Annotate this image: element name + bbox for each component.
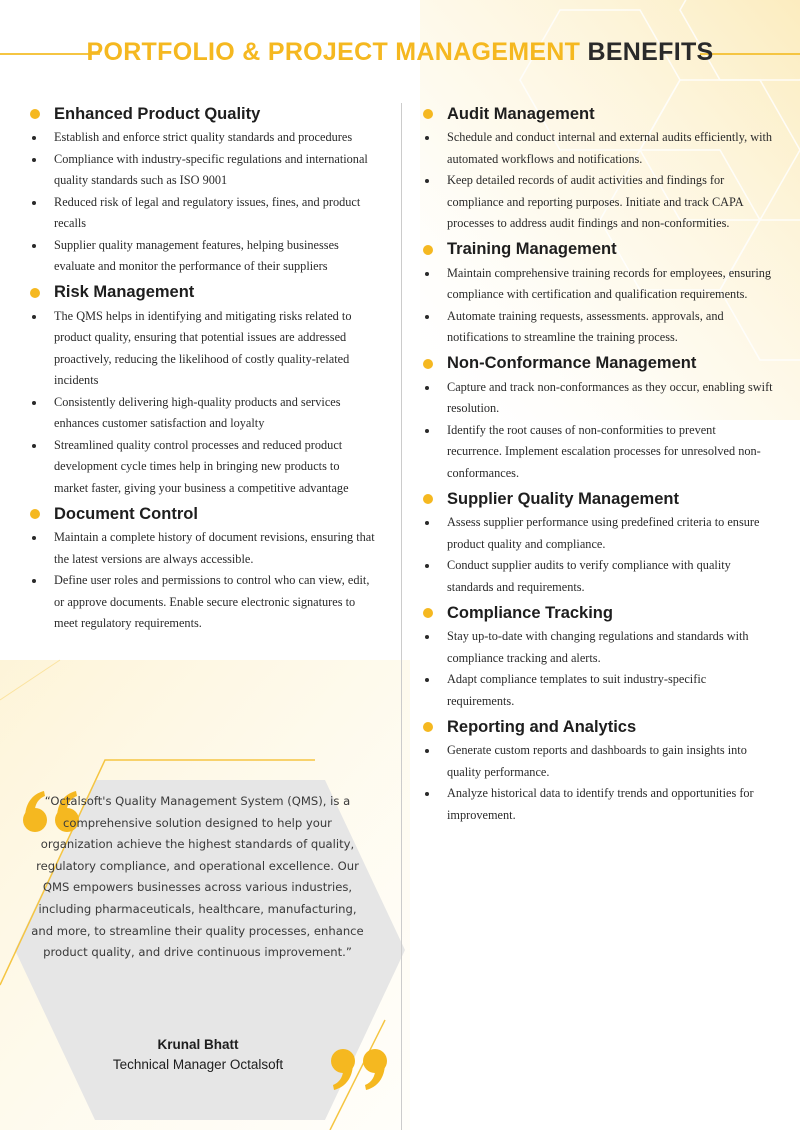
bullet-list xyxy=(30,306,376,500)
list-item: Automate training requests, assessments. approvals, and notifications to streamline the training process. xyxy=(423,306,773,349)
section-document-control xyxy=(30,501,376,635)
list-item: Maintain a complete history of document revisions, ensuring that the latest versions are always accessible. xyxy=(30,527,376,570)
list-item: Define user roles and permissions to control who can view, edit, or approve documents. Enable secure electronic signatures to meet regulatory requirements. xyxy=(30,570,376,635)
bullet-list xyxy=(423,127,773,235)
list-item: Compliance with industry-specific regulations and international quality standards such as ISO 9001 xyxy=(30,149,376,192)
bullet-list xyxy=(423,263,773,349)
left-column xyxy=(30,101,376,637)
section-title: Compliance Tracking xyxy=(447,603,613,622)
section-enhanced-product-quality xyxy=(30,101,376,278)
list-item: Streamlined quality control processes and reduced product development cycle times help in bringing new products to market faster, giving your business a competitive advantage xyxy=(30,435,376,500)
list-item: Reduced risk of legal and regulatory issues, fines, and product recalls xyxy=(30,192,376,235)
section-compliance-tracking xyxy=(423,600,773,712)
section-audit-management xyxy=(423,101,773,235)
list-item: Keep detailed records of audit activities and findings for compliance and reporting purposes. Initiate and track CAPA processes to address audit findings and non-conformities. xyxy=(423,170,773,235)
bullet-dot-icon xyxy=(423,359,433,369)
bullet-dot-icon xyxy=(423,608,433,618)
section-training-management xyxy=(423,237,773,349)
section-heading xyxy=(423,101,773,127)
section-title: Supplier Quality Management xyxy=(447,489,679,508)
bullet-list xyxy=(30,527,376,635)
section-heading xyxy=(423,237,773,263)
list-item: Establish and enforce strict quality standards and procedures xyxy=(30,127,376,149)
page-title xyxy=(0,38,800,67)
list-item: The QMS helps in identifying and mitigating risks related to product quality, ensuring that potential issues are addressed proactively, reducing the likelihood of costly quality-related incidents xyxy=(30,306,376,392)
list-item: Consistently delivering high-quality products and services enhances customer satisfaction and loyalty xyxy=(30,392,376,435)
list-item: Analyze historical data to identify trends and opportunities for improvement. xyxy=(423,783,773,826)
section-risk-management xyxy=(30,280,376,500)
section-title: Training Management xyxy=(447,240,617,258)
section-non-conformance-management xyxy=(423,351,773,485)
title-accent: PORTFOLIO & PROJECT MANAGEMENT xyxy=(86,38,581,66)
list-item: Schedule and conduct internal and external audits efficiently, with automated workflows and notifications. xyxy=(423,127,773,170)
list-item: Conduct supplier audits to verify compliance with quality standards and requirements. xyxy=(423,555,773,598)
section-title: Risk Management xyxy=(54,283,195,301)
list-item: Adapt compliance templates to suit industry-specific requirements. xyxy=(423,669,773,712)
section-title: Non-Conformance Management xyxy=(447,354,697,372)
list-item: Supplier quality management features, helping businesses evaluate and monitor the performance of their suppliers xyxy=(30,235,376,278)
bullet-list xyxy=(423,626,773,712)
section-title: Document Control xyxy=(54,504,198,523)
list-item: Maintain comprehensive training records for employees, ensuring compliance with certification and qualification requirements. xyxy=(423,263,773,306)
list-item: Identify the root causes of non-conformities to prevent recurrence. Implement escalation processes for unresolved non-conformances. xyxy=(423,420,773,485)
section-heading xyxy=(423,600,773,626)
bullet-dot-icon xyxy=(423,494,433,504)
section-reporting-and-analytics xyxy=(423,714,773,826)
title-plain: BENEFITS xyxy=(587,38,714,66)
column-divider xyxy=(401,103,402,1130)
list-item: Assess supplier performance using predefined criteria to ensure product quality and compliance. xyxy=(423,512,773,555)
section-heading xyxy=(30,501,376,527)
bullet-list xyxy=(423,740,773,826)
section-heading xyxy=(423,486,773,512)
bullet-dot-icon xyxy=(30,509,40,519)
section-heading xyxy=(30,101,376,127)
bullet-dot-icon xyxy=(30,288,40,298)
testimonial-author: Krunal Bhatt xyxy=(157,1037,239,1052)
bullet-dot-icon xyxy=(30,109,40,119)
section-title: Audit Management xyxy=(447,104,595,123)
bullet-dot-icon xyxy=(423,109,433,119)
list-item: Capture and track non-conformances as they occur, enabling swift resolution. xyxy=(423,377,773,420)
right-column xyxy=(423,101,773,828)
bullet-dot-icon xyxy=(423,722,433,732)
section-heading xyxy=(423,714,773,740)
close-quote-icon xyxy=(328,1045,388,1091)
bullet-list xyxy=(423,512,773,598)
section-title: Reporting and Analytics xyxy=(447,717,637,736)
section-title: Enhanced Product Quality xyxy=(54,104,261,123)
bullet-dot-icon xyxy=(423,245,433,255)
section-supplier-quality-management xyxy=(423,486,773,598)
testimonial-role: Technical Manager Octalsoft xyxy=(112,1057,284,1072)
list-item: Generate custom reports and dashboards to gain insights into quality performance. xyxy=(423,740,773,783)
section-heading xyxy=(423,351,773,377)
list-item: Stay up-to-date with changing regulations and standards with compliance tracking and alerts. xyxy=(423,626,773,669)
testimonial-author-block xyxy=(80,1035,316,1075)
bullet-list xyxy=(30,127,376,278)
bullet-list xyxy=(423,377,773,485)
section-heading xyxy=(30,280,376,306)
testimonial-quote: “Octalsoft's Quality Management System (QMS), is a comprehensive solution designed to help your organization achieve the highest standards of quality, regulatory compliance, and operational excellence. Our QMS empowers businesses across various industries, including pharmaceuticals, healthcare, manufacturing, and more, to streamline their quality processes, enhance product quality, and drive continuous improvement.” xyxy=(31,794,364,960)
